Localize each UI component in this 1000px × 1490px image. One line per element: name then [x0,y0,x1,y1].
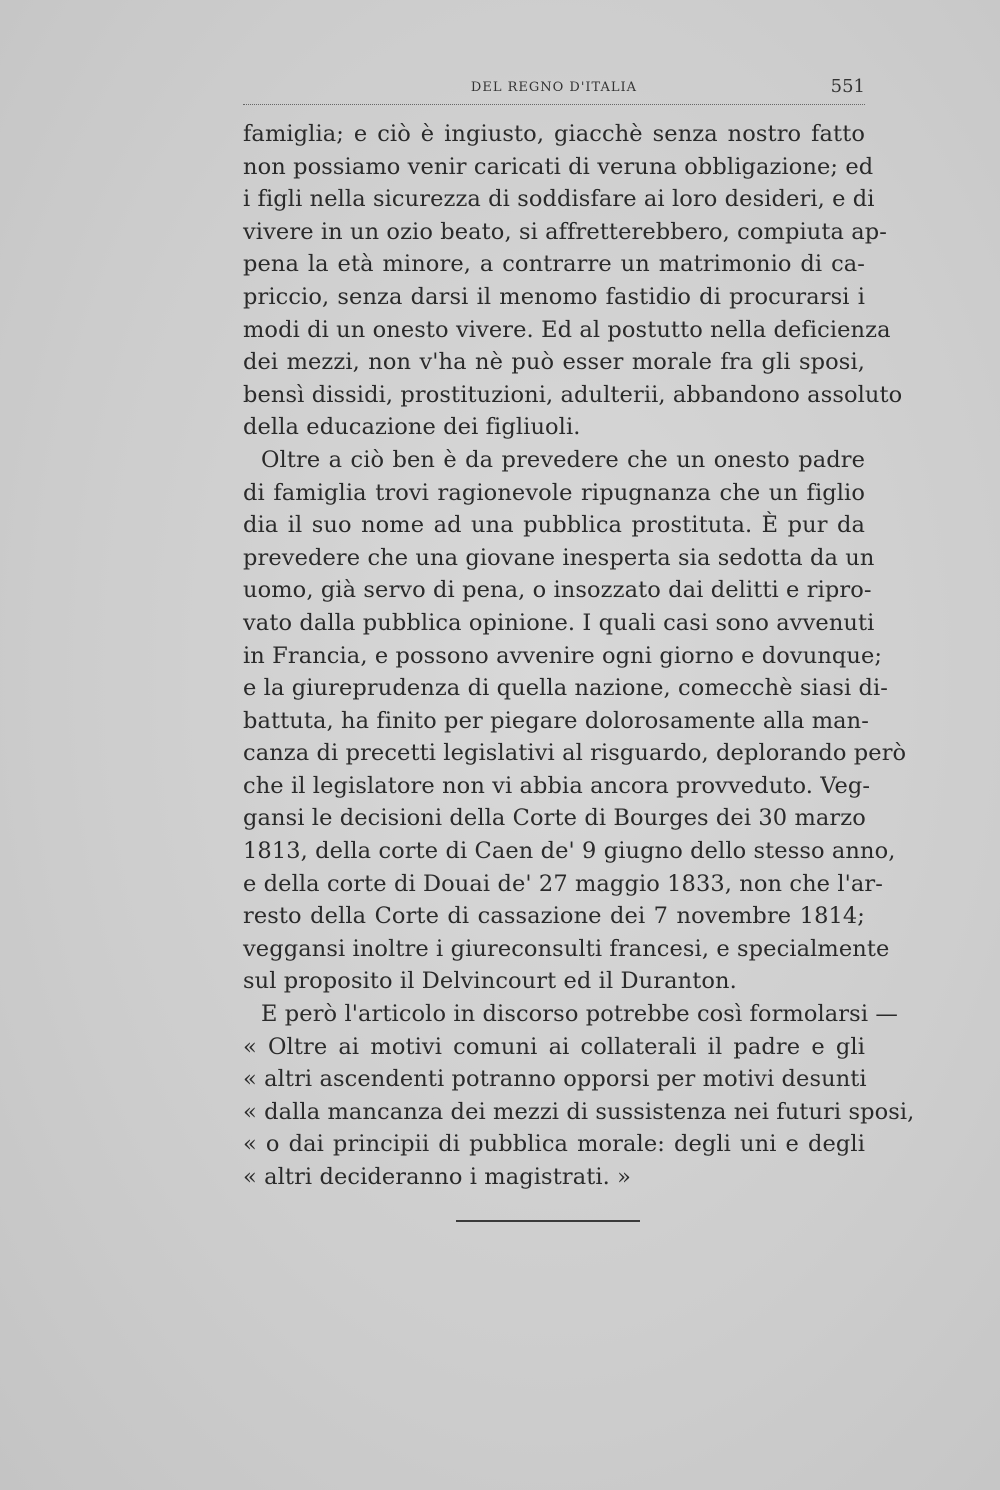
text-line: i figli nella sicurezza di soddisfare ai loro desideri, e di [243,186,875,213]
text-line: « altri ascendenti potranno opporsi per motivi desunti [243,1066,867,1093]
text-line: uomo, già servo di pena, o insozzato dai delitti e ripro- [243,577,872,604]
text-line: famiglia; e ciò è ingiusto, giacchè senza nostro fatto [243,121,865,147]
text-line: vivere in un ozio beato, si affretterebbero, compiuta ap- [243,218,887,245]
text-line: priccio, senza darsi il menomo fastidio di procurarsi i [243,283,865,310]
text-line: « o dai principii di pubblica morale: degli uni e degli [243,1131,865,1158]
text-line: pena la età minore, a contrarre un matrimonio di ca- [243,251,865,278]
running-title: DEL REGNO D'ITALIA [470,80,638,95]
text-line: in Francia, e possono avvenire ogni giorno e dovunque; [243,642,883,669]
text-line: e della corte di Douai de' 27 maggio 1833, non che l'ar- [243,870,883,897]
text-line: « dalla mancanza dei mezzi di sussistenza nei futuri sposi, [243,1098,915,1125]
text-line: Oltre a ciò ben è da prevedere che un onesto padre [261,446,865,473]
text-line: gansi le decisioni della Corte di Bourges dei 30 marzo [243,805,866,832]
text-line: sul proposito il Delvincourt ed il Duranton. [243,968,737,995]
text-line: veggansi inoltre i giureconsulti francesi, e specialmente [243,935,890,962]
text-line: vato dalla pubblica opinione. I quali casi sono avvenuti [243,609,875,636]
text-line: dei mezzi, non v'ha nè può esser morale fra gli sposi, [243,349,865,376]
text-line: bensì dissidi, prostituzioni, adulterii, abbandono assoluto [243,381,903,408]
text-line: « Oltre ai motivi comuni ai collaterali il padre e gli [243,1033,865,1060]
text-line: E però l'articolo in discorso potrebbe così formolarsi — [261,1001,898,1028]
text-line: prevedere che una giovane inesperta sia sedotta da un [243,544,875,571]
text-line: che il legislatore non vi abbia ancora provveduto. Veg- [243,772,871,799]
text-line: di famiglia trovi ragionevole ripugnanza che un figlio [243,479,865,506]
text-line: e la giureprudenza di quella nazione, comecchè siasi di- [243,675,889,702]
text-line: resto della Corte di cassazione dei 7 novembre 1814; [243,903,865,930]
text-line: dia il suo nome ad una pubblica prostituta. È pur da [243,512,865,539]
text-line: 1813, della corte di Caen de' 9 giugno dello stesso anno, [243,838,896,865]
page-header [243,76,865,105]
text-line: non possiamo venir caricati di veruna obbligazione; ed [243,153,874,180]
text-line: « altri decideranno i magistrati. » [243,1164,632,1190]
body-text [243,118,915,1194]
text-line: canza di precetti legislativi al risguardo, deplorando però [243,740,907,767]
text-line: modi di un onesto vivere. Ed al postutto nella deficienza [243,316,891,343]
closing-rule [456,1220,640,1222]
text-line: della educazione dei figliuoli. [243,414,581,441]
text-line: battuta, ha finito per piegare dolorosamente alla man- [243,707,869,734]
page-number: 551 [830,76,865,97]
